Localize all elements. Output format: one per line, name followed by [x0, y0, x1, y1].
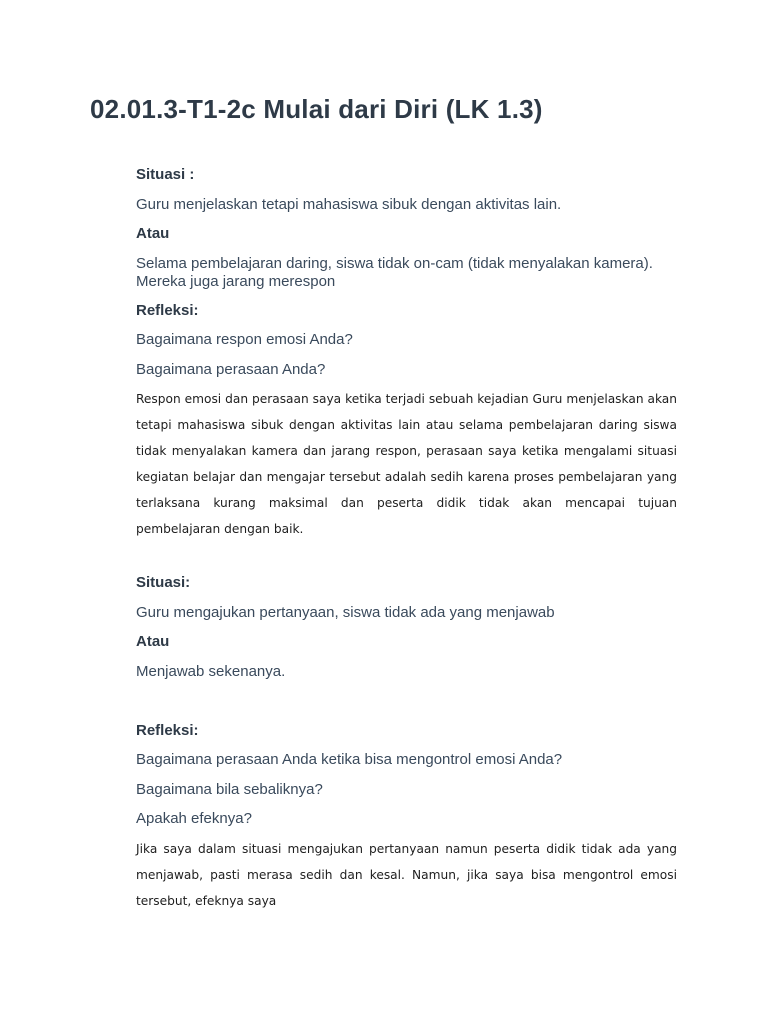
situasi-text: Guru mengajukan pertanyaan, siswa tidak ada yang menjawab	[136, 604, 555, 621]
refleksi-question: Bagaimana respon emosi Anda?	[136, 331, 353, 348]
atau-text: Selama pembelajaran daring, siswa tidak on-cam (tidak menyalakan kamera). Mereka juga jarang merespon	[136, 255, 653, 290]
reflection-answer: Respon emosi dan perasaan saya ketika terjadi sebuah kejadian Guru menjelaskan akan tetapi mahasiswa sibuk dengan aktivitas lain atau selama pembelajaran daring siswa tidak menyalakan kamera dan jarang respon, perasaan saya ketika mengalami situasi kegiatan belajar dan mengajar tersebut adalah sedih karena proses pembelajaran yang terlaksana kurang maksimal dan peserta didik tidak akan mencapai tujuan pembelajaran dengan baik.	[136, 392, 677, 536]
refleksi-question: Apakah efeknya?	[136, 810, 252, 827]
situasi-text: Guru menjelaskan tetapi mahasiswa sibuk dengan aktivitas lain.	[136, 196, 562, 213]
document-title: 02.01.3-T1-2c Mulai dari Diri (LK 1.3)	[90, 94, 543, 124]
atau-label: Atau	[136, 633, 170, 650]
refleksi-label: Refleksi:	[136, 302, 199, 319]
refleksi-question: Bagaimana perasaan Anda ketika bisa mengontrol emosi Anda?	[136, 751, 563, 768]
reflection-answer: Jika saya dalam situasi mengajukan pertanyaan namun peserta didik tidak ada yang menjawab, pasti merasa sedih dan kesal. Namun, jika saya bisa mengontrol emosi tersebut, efeknya saya	[136, 842, 677, 908]
refleksi-question: Bagaimana bila sebaliknya?	[136, 781, 323, 798]
atau-label: Atau	[136, 225, 170, 242]
atau-text: Menjawab sekenanya.	[136, 663, 286, 680]
situasi-label: Situasi:	[136, 574, 191, 591]
situasi-label: Situasi :	[136, 166, 195, 183]
refleksi-question: Bagaimana perasaan Anda?	[136, 361, 326, 378]
refleksi-label: Refleksi:	[136, 722, 199, 739]
